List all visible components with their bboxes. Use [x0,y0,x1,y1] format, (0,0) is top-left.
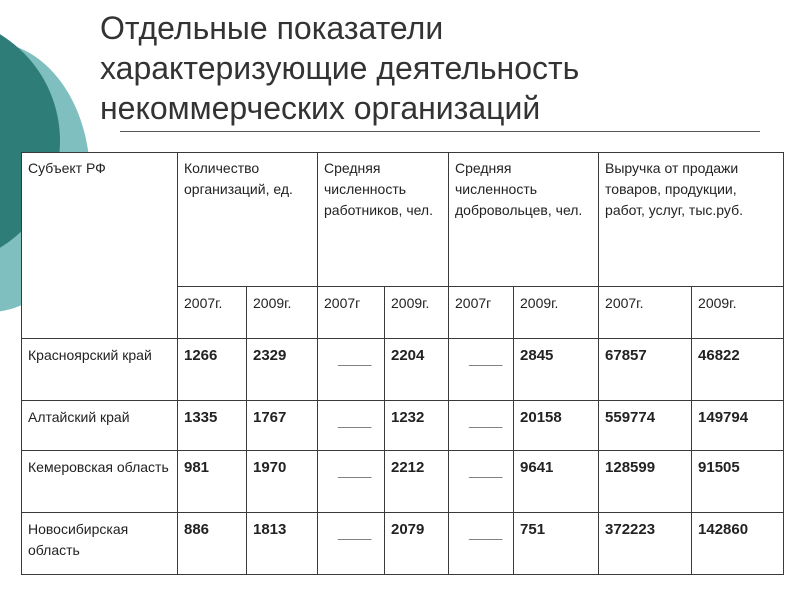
year-cell: 2007г [318,287,385,339]
value-cell: 1266 [178,339,247,401]
title-divider [120,131,760,132]
title-line-2: характеризующие деятельность [100,50,580,86]
year-cell: 2009г. [692,287,784,339]
value-cell: 372223 [599,513,692,575]
table-row [22,513,784,575]
table-row [22,339,784,401]
year-cell: 2007г [449,287,514,339]
value-cell [449,513,514,575]
year-cell: 2009г. [514,287,599,339]
no-data-dash: ____ [469,463,503,480]
value-cell [449,451,514,513]
indicators-table [21,152,784,575]
year-cell: 2007г. [599,287,692,339]
value-cell: 1767 [247,401,318,451]
value-cell: 20158 [514,401,599,451]
value-cell [318,401,385,451]
year-cell: 2007г. [178,287,247,339]
value-cell: 751 [514,513,599,575]
value-cell: 1232 [385,401,449,451]
no-data-dash: ____ [338,413,372,430]
value-cell: 2079 [385,513,449,575]
header-volunteers: Средняя численность добровольцев, чел. [449,153,599,287]
header-employees: Средняя численность работников, чел. [318,153,449,287]
value-cell: 149794 [692,401,784,451]
value-cell: 2329 [247,339,318,401]
subject-name: Красноярский край [22,339,178,401]
value-cell: 981 [178,451,247,513]
value-cell: 91505 [692,451,784,513]
value-cell [318,339,385,401]
no-data-dash: ____ [338,525,372,542]
value-cell: 2845 [514,339,599,401]
table-row [22,401,784,451]
value-cell: 1970 [247,451,318,513]
subject-name: Кемеровская область [22,451,178,513]
no-data-dash: ____ [469,413,503,430]
value-cell [318,513,385,575]
year-cell: 2009г. [247,287,318,339]
year-cell: 2009г. [385,287,449,339]
value-cell: 9641 [514,451,599,513]
title-line-1: Отдельные показатели [100,10,444,46]
no-data-dash: ____ [469,351,503,368]
value-cell [318,451,385,513]
value-cell: 1335 [178,401,247,451]
header-org-count: Количество организаций, ед. [178,153,318,287]
no-data-dash: ____ [469,525,503,542]
header-row [22,153,784,287]
value-cell: 46822 [692,339,784,401]
no-data-dash: ____ [338,351,372,368]
value-cell: 2204 [385,339,449,401]
value-cell [449,339,514,401]
slide-title [100,8,760,128]
table-row [22,451,784,513]
value-cell: 67857 [599,339,692,401]
header-subject: Субъект РФ [22,153,178,339]
value-cell: 142860 [692,513,784,575]
value-cell: 1813 [247,513,318,575]
header-revenue: Выручка от продажи товаров, продукции, работ, услуг, тыс.руб. [599,153,784,287]
no-data-dash: ____ [338,463,372,480]
value-cell: 886 [178,513,247,575]
title-line-3: некоммерческих организаций [100,90,541,126]
value-cell: 2212 [385,451,449,513]
value-cell: 128599 [599,451,692,513]
value-cell: 559774 [599,401,692,451]
value-cell [449,401,514,451]
subject-name: Алтайский край [22,401,178,451]
subject-name: Новосибирская область [22,513,178,575]
